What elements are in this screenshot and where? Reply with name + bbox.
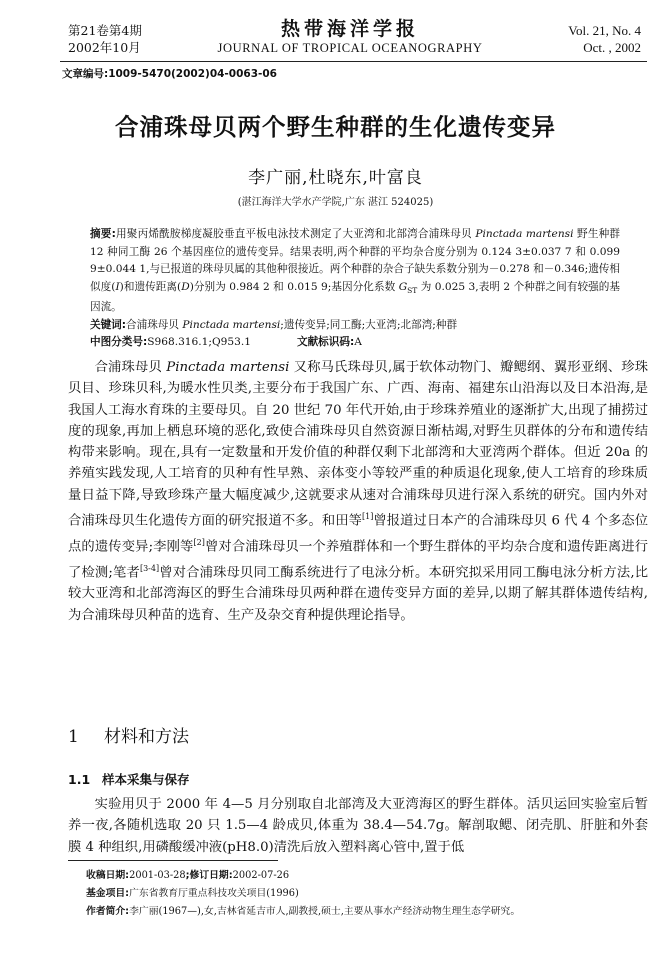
classification: 中图分类号:S968.316.1;Q953.1 文献标识码:A <box>90 336 362 349</box>
keywords-label: 关键词: <box>90 318 127 331</box>
header-left <box>68 22 142 56</box>
abstract-label: 摘要: <box>90 228 116 240</box>
footnote-author: 作者简介:李广丽(1967—),女,吉林省延吉市人,副教授,硕士,主要从事水产经济动物生理生态学研究。 <box>86 906 521 917</box>
footnote-rule <box>68 860 278 861</box>
keywords: 关键词:合浦珠母贝 Pinctada martensi;遗传变异;同工酶;大亚湾;北部湾;种群 <box>90 318 458 331</box>
affiliation: (湛江海洋大学水产学院,广东 湛江 524025) <box>237 197 434 208</box>
species-name: Pinctada martensi <box>475 228 574 240</box>
abstract: 摘要:用聚丙烯酰胺梯度凝胶垂直平板电泳技术测定了大亚湾和北部湾合浦珠母贝 Pinctada martensi 野生种群 12 种同工酶 26 个基因座位的遗传变异。结果表明,两个种群的平均杂合度分别为 0.124 3±0.037 7 和 0.099 9±0.044 1,与已报道的珠母贝属的其他种很接近。两个种群的杂合子缺失系数分别为－0.278 和－0.346;遗传相似度(I)和遗传距离(D)分别为 0.984 2 和 0.015 9;基因分化系数 $G_{ST}$ 为 0.025 3,表明 2 个种群之间有较强的基因流。 <box>90 228 621 314</box>
intro-paragraph: 合浦珠母贝 Pinctada martensi 又称马氏珠母贝,属于软体动物门、瓣鳃纲、翼形亚纲、珍珠贝目、珍珠贝科,为暖水性贝类,主要分布于我国广东、广西、海南、福建东山沿海以及日本沿海,是我国人工海水育珠的主要母贝。自 20 世纪 70 年代开始,由于珍珠养殖业的逐渐扩大,出现了捕捞过度的现象,再加上栖息环境的恶化,致使合浦珠母贝自然资源日渐枯竭,对野生贝群体的分布和遗传结构带来影响。现在,具有一定数量和开发价值的种群仅剩下北部湾和大亚湾两个群体。但近 20a 的养殖实践发现,人工培育的贝种有性早熟、亲体变小等较严重的种质退化现象,使人工培育的珍珠质量日益下降,导致珍珠产量大幅度减少,这就要求从速对合浦珠母贝进行深入系统的研究。国内外对合浦珠母贝生化遗传方面的研究报道不多。和田等[1]曾报道过日本产的合浦珠母贝 6 代 4 个多态位点的遗传变异;李刚等[2]曾对合浦珠母贝一个养殖群体和一个野生群体的平均杂合度和遗传距离进行了检测;笔者[3-4]曾对合浦珠母贝同工酶系统进行了电泳分析。本研究拟采用同工酶电泳分析方法,比较大亚湾和北部湾海区的野生合浦珠母贝两种群在遗传变异方面的差异,以期了解其群体遗传结构,为合浦珠母贝种苗的选育、生产及杂交育种提供理论指导。 <box>68 360 649 623</box>
section-heading-1-1: 1.1 样本采集与保存 <box>68 772 190 787</box>
abstract-block <box>90 226 620 352</box>
journal-cn: 热带海洋学报 <box>280 18 419 40</box>
journal-en: JOURNAL OF TROPICAL OCEANOGRAPHY <box>217 41 483 55</box>
date-en: Oct. , 2002 <box>583 40 641 55</box>
footnote-dates: 收稿日期:2001-03-28;修订日期:2002-07-26 <box>86 870 290 881</box>
paper-title: 合浦珠母贝两个野生种群的生化遗传变异 <box>115 113 556 141</box>
paper-authors: 李广丽,杜晓东,叶富良 <box>248 168 423 188</box>
volume-en: Vol. 21, No. 4 <box>568 23 641 38</box>
volume-cn: 第21卷第4期 <box>68 23 142 38</box>
journal-title <box>200 18 500 56</box>
methods-paragraph: 实验用贝于 2000 年 4—5 月分别取自北部湾及大亚湾海区的野生群体。活贝运回实验室后暂养一夜,各随机选取 20 只 1.5—4 龄成贝,体重为 38.4—54.7g。解剖取鳃、闭壳肌、肝脏和外套膜 4 种组织,用磷酸缓冲液(pH8.0)清洗后放入塑料离心管中,置于低 <box>68 797 648 855</box>
header-right <box>568 22 641 56</box>
footnote-fund: 基金项目:广东省教育厅重点科技攻关项目(1996) <box>86 888 299 899</box>
section-heading-1: 1 材料和方法 <box>68 727 189 747</box>
article-number: 文章编号:1009-5470(2002)04-0063-06 <box>62 68 277 80</box>
header-rule <box>60 61 647 62</box>
date-cn: 2002年10月 <box>68 40 141 55</box>
